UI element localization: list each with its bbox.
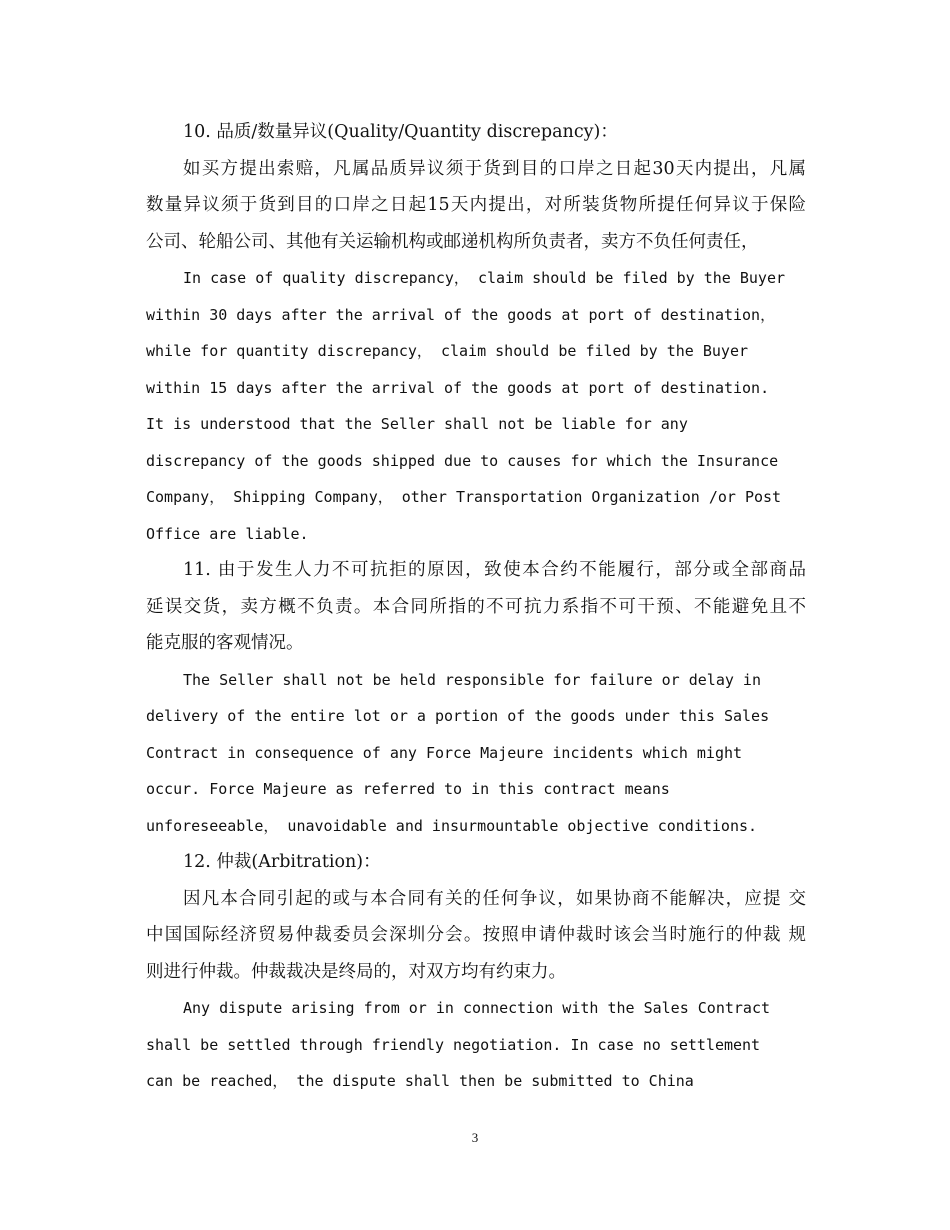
section-12-en-line: Any dispute arising from or in connection with the Sales Contract <box>183 999 770 1017</box>
section-10-en-line: Company， Shipping Company， other Transportation Organization /or Post <box>146 488 782 506</box>
page-number: 3 <box>471 1130 479 1145</box>
section-11-en-line: delivery of the entire lot or a portion of the goods under this Sales <box>146 707 770 725</box>
section-12-en-line: shall be settled through friendly negotiation. In case no settlement <box>146 1035 761 1054</box>
section-10-heading: 10. 品质/数量异议(Quality/Quantity discrepancy)： <box>183 122 618 142</box>
section-12-cn-line: 中国国际经济贸易仲裁委员会深圳分会。按照申请仲裁时该会当时施行的仲裁 规 <box>146 925 806 945</box>
section-10-en-line: while for quantity discrepancy， claim should be filed by the Buyer <box>146 342 748 360</box>
section-10-cn-line: 如买方提出索赔，凡属品质异议须于货到目的口岸之日起30天内提出，凡属 <box>183 158 806 179</box>
section-10-cn-line: 公司、轮船公司、其他有关运输机构或邮递机构所负责者，卖方不负任何责任， <box>146 231 759 252</box>
section-12-heading: 12. 仲裁(Arbitration)： <box>183 852 381 872</box>
section-11-en-line: occur. Force Majeure as referred to in this contract means <box>146 780 670 798</box>
section-11-cn-line: 11. 由于发生人力不可抗拒的原因，致使本合约不能履行，部分或全部商品 <box>183 560 806 580</box>
section-11-en-line: unforeseeable， unavoidable and insurmountable objective conditions. <box>146 816 758 835</box>
section-10-en-line: In case of quality discrepancy， claim should be filed by the Buyer <box>183 269 785 287</box>
section-12-cn-line: 则进行仲裁。仲裁裁决是终局的，对双方均有约束力。 <box>146 961 566 982</box>
section-10-cn-line: 数量异议须于货到目的口岸之日起15天内提出，对所装货物所提任何异议于保险 <box>146 195 806 215</box>
section-10-en-line: within 30 days after the arrival of the goods at port of destination， <box>146 305 776 324</box>
page-content <box>146 114 806 1100</box>
section-11-en-line: Contract in consequence of any Force Majeure incidents which might <box>146 743 743 762</box>
section-11-cn-line: 延误交货，卖方概不负责。本合同所指的不可抗力系指不可干预、不能避免且不 <box>146 596 806 617</box>
section-11-en-line: The Seller shall not be held responsible for failure or delay in <box>183 670 761 689</box>
section-11-cn-line: 能克服的客观情况。 <box>146 633 304 653</box>
section-10-en-line: discrepancy of the goods shipped due to causes for which the Insurance <box>146 451 779 470</box>
section-10-en-line: It is understood that the Seller shall not be liable for any <box>146 415 688 433</box>
section-12-cn-line: 因凡本合同引起的或与本合同有关的任何争议，如果协商不能解决，应提 交 <box>183 888 806 909</box>
section-12-en-line: can be reached， the dispute shall then be submitted to China <box>146 1072 694 1090</box>
section-10-en-line: within 15 days after the arrival of the goods at port of destination. <box>146 378 770 397</box>
section-10-en-line: Office are liable. <box>146 524 309 543</box>
